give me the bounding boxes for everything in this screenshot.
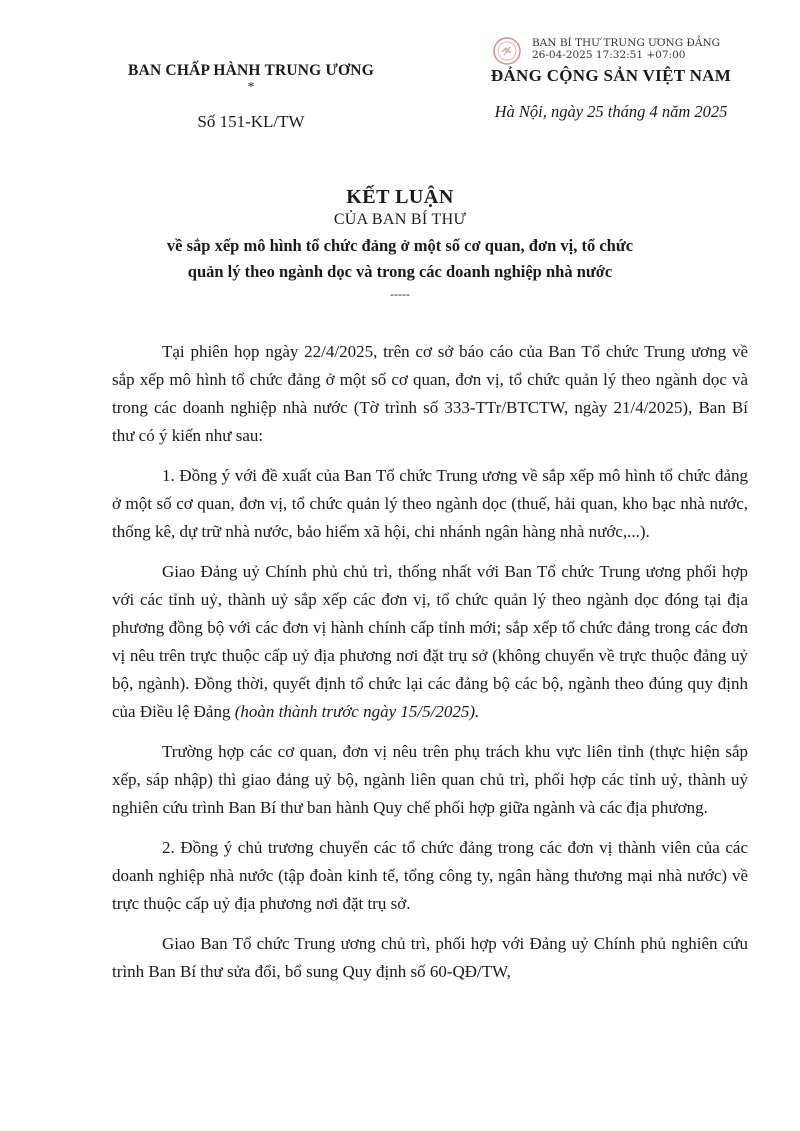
dateline: Hà Nội, ngày 25 tháng 4 năm 2025 — [494, 102, 728, 121]
document-number: Số 151-KL/TW — [197, 112, 305, 131]
paragraph-assignment-2: Giao Ban Tổ chức Trung ương chủ trì, phối hợp với Đảng uỷ Chính phủ nghiên cứu trình Ban Bí thư sửa đổi, bổ sung Quy định số 60-QĐ/TW, — [112, 934, 748, 981]
issuing-organization: BAN CHẤP HÀNH TRUNG ƯƠNG — [128, 62, 374, 79]
paragraph-assignment-1 — [112, 558, 748, 726]
star-mark: * — [247, 80, 255, 95]
title-divider: ----- — [390, 287, 410, 301]
red-seal-icon — [492, 36, 522, 66]
document-issuer: CỦA BAN BÍ THƯ — [333, 211, 467, 228]
subject-line-2: quản lý theo ngành dọc và trong các doanh nghiệp nhà nước — [187, 262, 613, 281]
paragraph-interprovincial: Trường hợp các cơ quan, đơn vị nêu trên phụ trách khu vực liên tỉnh (thực hiện sắp xếp, sáp nhập) thì giao đảng uỷ bộ, ngành liên quan chủ trì, phối hợp các tỉnh uỷ, thành uỷ nghiên cứu trình Ban Bí thư ban hành Quy chế phối hợp giữa ngành và các địa phương. — [112, 742, 748, 817]
paragraph-item-2: 2. Đồng ý chủ trương chuyển các tổ chức đảng trong các đơn vị thành viên của các doanh nghiệp nhà nước (tập đoàn kinh tế, tổng công ty, ngân hàng thương mại nhà nước) về trực thuộc cấp uỷ địa phương nơi đặt trụ sở. — [112, 838, 748, 913]
title-block — [0, 186, 800, 301]
signature-text — [532, 37, 720, 61]
signature-time: 26-04-2025 17:32:51 +07:00 — [532, 49, 686, 61]
subject-line-1: về sắp xếp mô hình tổ chức đảng ở một số cơ quan, đơn vị, tổ chức — [166, 236, 634, 255]
document-title: KẾT LUẬN — [346, 186, 454, 208]
document-body — [112, 338, 748, 998]
header-right — [466, 36, 756, 122]
deadline-note: (hoàn thành trước ngày 15/5/2025). — [234, 702, 480, 721]
party-name: ĐẢNG CỘNG SẢN VIỆT NAM — [490, 66, 732, 85]
document-subject — [0, 233, 800, 285]
digital-signature — [466, 36, 756, 64]
paragraph-item-1: 1. Đồng ý với đề xuất của Ban Tổ chức Trung ương về sắp xếp mô hình tổ chức đảng ở một số cơ quan, đơn vị, tổ chức quản lý theo ngành dọc (thuế, hải quan, kho bạc nhà nước, thống kê, dự trữ nhà nước, bảo hiểm xã hội, chi nhánh ngân hàng nhà nước,...). — [112, 466, 748, 541]
paragraph-assignment-1-text: Giao Đảng uỷ Chính phủ chủ trì, thống nhất với Ban Tổ chức Trung ương phối hợp với các tỉnh uỷ, thành uỷ sắp xếp các đơn vị, tổ chức quản lý theo ngành dọc đóng tại địa phương đồng bộ với các đơn vị hành chính cấp tỉnh mới; sắp xếp tổ chức đảng trong các đơn vị nêu trên trực thuộc cấp uỷ địa phương nơi đặt trụ sở (không chuyển về trực thuộc đảng uỷ bộ, ngành). Đồng thời, quyết định tổ chức lại các đảng bộ các bộ, ngành theo đúng quy định của Điều lệ Đảng — [112, 562, 748, 721]
paragraph-intro: Tại phiên họp ngày 22/4/2025, trên cơ sở báo cáo của Ban Tổ chức Trung ương về sắp xếp mô hình tổ chức đảng ở một số cơ quan, đơn vị, tổ chức quản lý theo ngành dọc và trong các doanh nghiệp nhà nước (Tờ trình số 333-TTr/BTCTW, ngày 21/4/2025), Ban Bí thư có ý kiến như sau: — [112, 342, 748, 445]
header-left — [96, 62, 406, 132]
signature-name: BAN BÍ THƯ TRUNG ƯƠNG ĐẢNG — [532, 37, 721, 49]
